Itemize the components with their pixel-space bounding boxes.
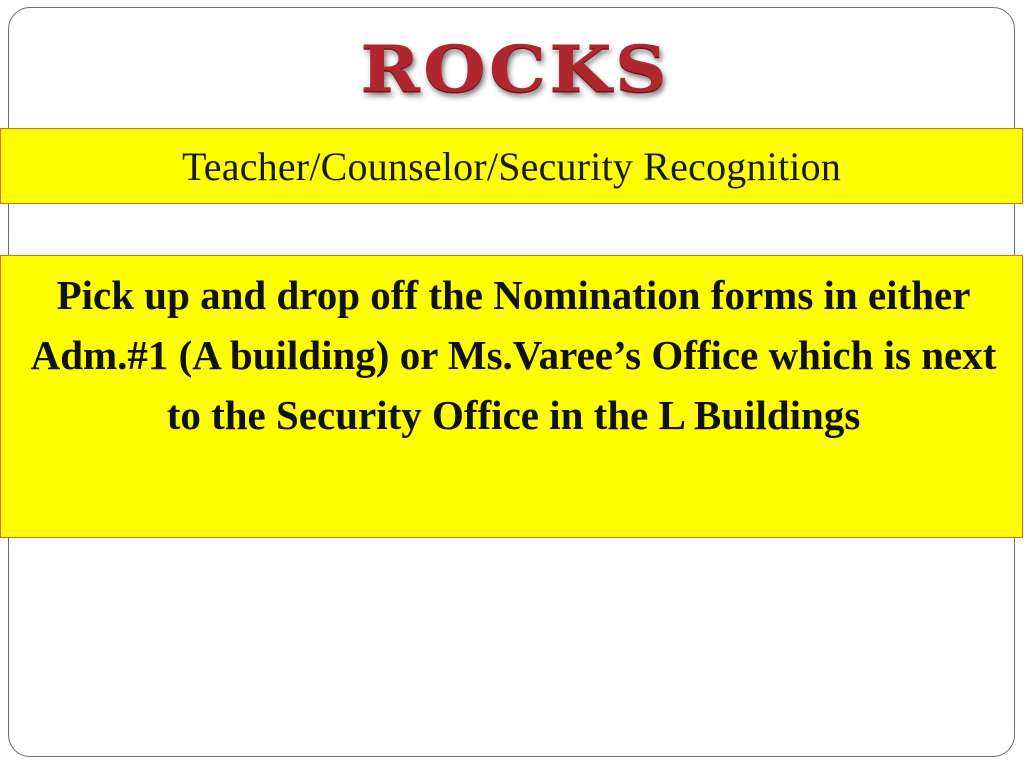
rocks-logo: ROCKS <box>360 30 670 106</box>
instruction-banner <box>0 255 1023 538</box>
slide-title: Teacher/Counselor/Security Recognition <box>181 143 842 189</box>
instruction-text: Pick up and drop off the Nomination forms in either Adm.#1 (A building) or Ms.Varee’s Office which is next to the Security Office in the L Buildings <box>30 272 997 438</box>
title-banner <box>0 128 1023 204</box>
